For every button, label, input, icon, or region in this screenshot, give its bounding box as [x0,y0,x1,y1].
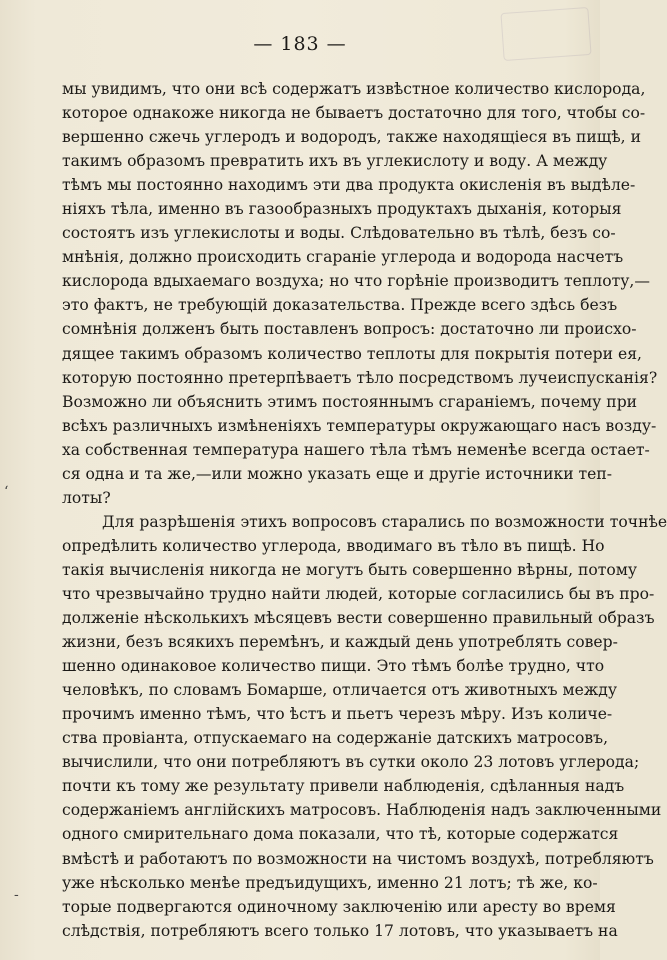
text-line: прочимъ именно тѣмъ, что ѣстъ и пьетъ черезъ мѣру. Изъ количе- [62,705,613,724]
text-line: жизни, безъ всякихъ перемѣнъ, и каждый день употреблять совер- [62,633,618,652]
text-line: одного смирительнаго дома показали, что тѣ, которые содержатся [62,825,619,844]
page-number: — 183 — [253,33,347,55]
text-line: ства провіанта, отпускаемаго на содержаніе датскихъ матросовъ, [62,729,609,748]
text-line: слѣдствія, потребляютъ всего только 17 лотовъ, что указываетъ на [62,921,618,940]
text-line: которое однакоже никогда не бываетъ достаточно для того, чтобы со- [62,104,646,123]
text-line: сомнѣнія долженъ быть поставленъ вопросъ: достаточно ли происхо- [62,320,637,339]
text-line: тѣмъ мы постоянно находимъ эти два продукта окисленія въ выдѣле- [62,176,636,195]
text-line: опредѣлить количество углерода, вводимаго въ тѣло въ пищѣ. Но [62,536,605,555]
text-line: почти къ тому же результату привели наблюденія, сдѣланныя надъ [62,777,625,796]
text-line: всѣхъ различныхъ измѣненіяхъ температуры окружающаго насъ возду- [62,416,657,435]
margin-mark: ‘ [4,484,9,500]
text-line: кислорода вдыхаемаго воздуха; но что горѣніе производитъ теплоту,— [62,272,650,291]
paragraph-start-line: Для разрѣшенія этихъ вопросовъ старались по возможности точнѣе [102,512,667,531]
text-line: которую постоянно претерпѣваетъ тѣло посредствомъ лучеиспусканія? [62,368,658,387]
text-line: уже нѣсколько менѣе предъидущихъ, именно 21 лотъ; тѣ же, ко- [62,873,598,892]
text-line: вершенно сжечь углеродъ и водородъ, также находящіеся въ пищѣ, и [62,128,641,147]
page-text [62,77,667,943]
text-line: вмѣстѣ и работаютъ по возможности на чистомъ воздухѣ, потребляютъ [62,849,654,868]
margin-mark: - [14,887,19,903]
text-line: шенно одинаковое количество пищи. Это тѣмъ болѣе трудно, что [62,657,605,676]
text-line: Возможно ли объяснить этимъ постояннымъ сгараніемъ, почему при [62,392,638,411]
text-line: вычислили, что они потребляютъ въ сутки около 23 лотовъ углерода; [62,753,640,772]
text-line: такимъ образомъ превратить ихъ въ углекислоту и воду. А между [62,152,608,171]
text-line: содержаніемъ англійскихъ матросовъ. Наблюденія надъ заключенными [62,801,662,820]
text-line: ся одна и та же,—или можно указать еще и другіе источники теп- [62,464,613,483]
paragraph-end-line: лоты? [62,488,111,507]
text-line: что чрезвычайно трудно найти людей, которые согласились бы въ про- [62,584,655,603]
text-line: долженіе нѣсколькихъ мѣсяцевъ вести совершенно правильный образъ [62,609,655,628]
text-line: мы увидимъ, что они всѣ содержатъ извѣстное количество кислорода, [62,80,646,98]
text-line: мнѣнія, должно происходить сгараніе углерода и водорода насчетъ [62,248,624,267]
text-line: дящее такимъ образомъ количество теплоты для покрытія потери ея, [62,344,642,363]
text-line: ха собственная температура нашего тѣла тѣмъ неменѣе всегда остает- [62,440,650,459]
text-line: состоятъ изъ углекислоты и воды. Слѣдовательно въ тѣлѣ, безъ со- [62,224,616,243]
text-line: ніяхъ тѣла, именно въ газообразныхъ продуктахъ дыханія, которыя [62,200,622,219]
text-line: такія вычисленія никогда не могутъ быть совершенно вѣрны, потому [62,560,638,579]
text-line: торые подвергаются одиночному заключенію или аресту во время [62,897,616,916]
text-line: человѣкъ, по словамъ Бомарше, отличается отъ животныхъ между [62,681,618,700]
text-line: это фактъ, не требующій доказательства. Прежде всего здѣсь безъ [62,296,618,315]
